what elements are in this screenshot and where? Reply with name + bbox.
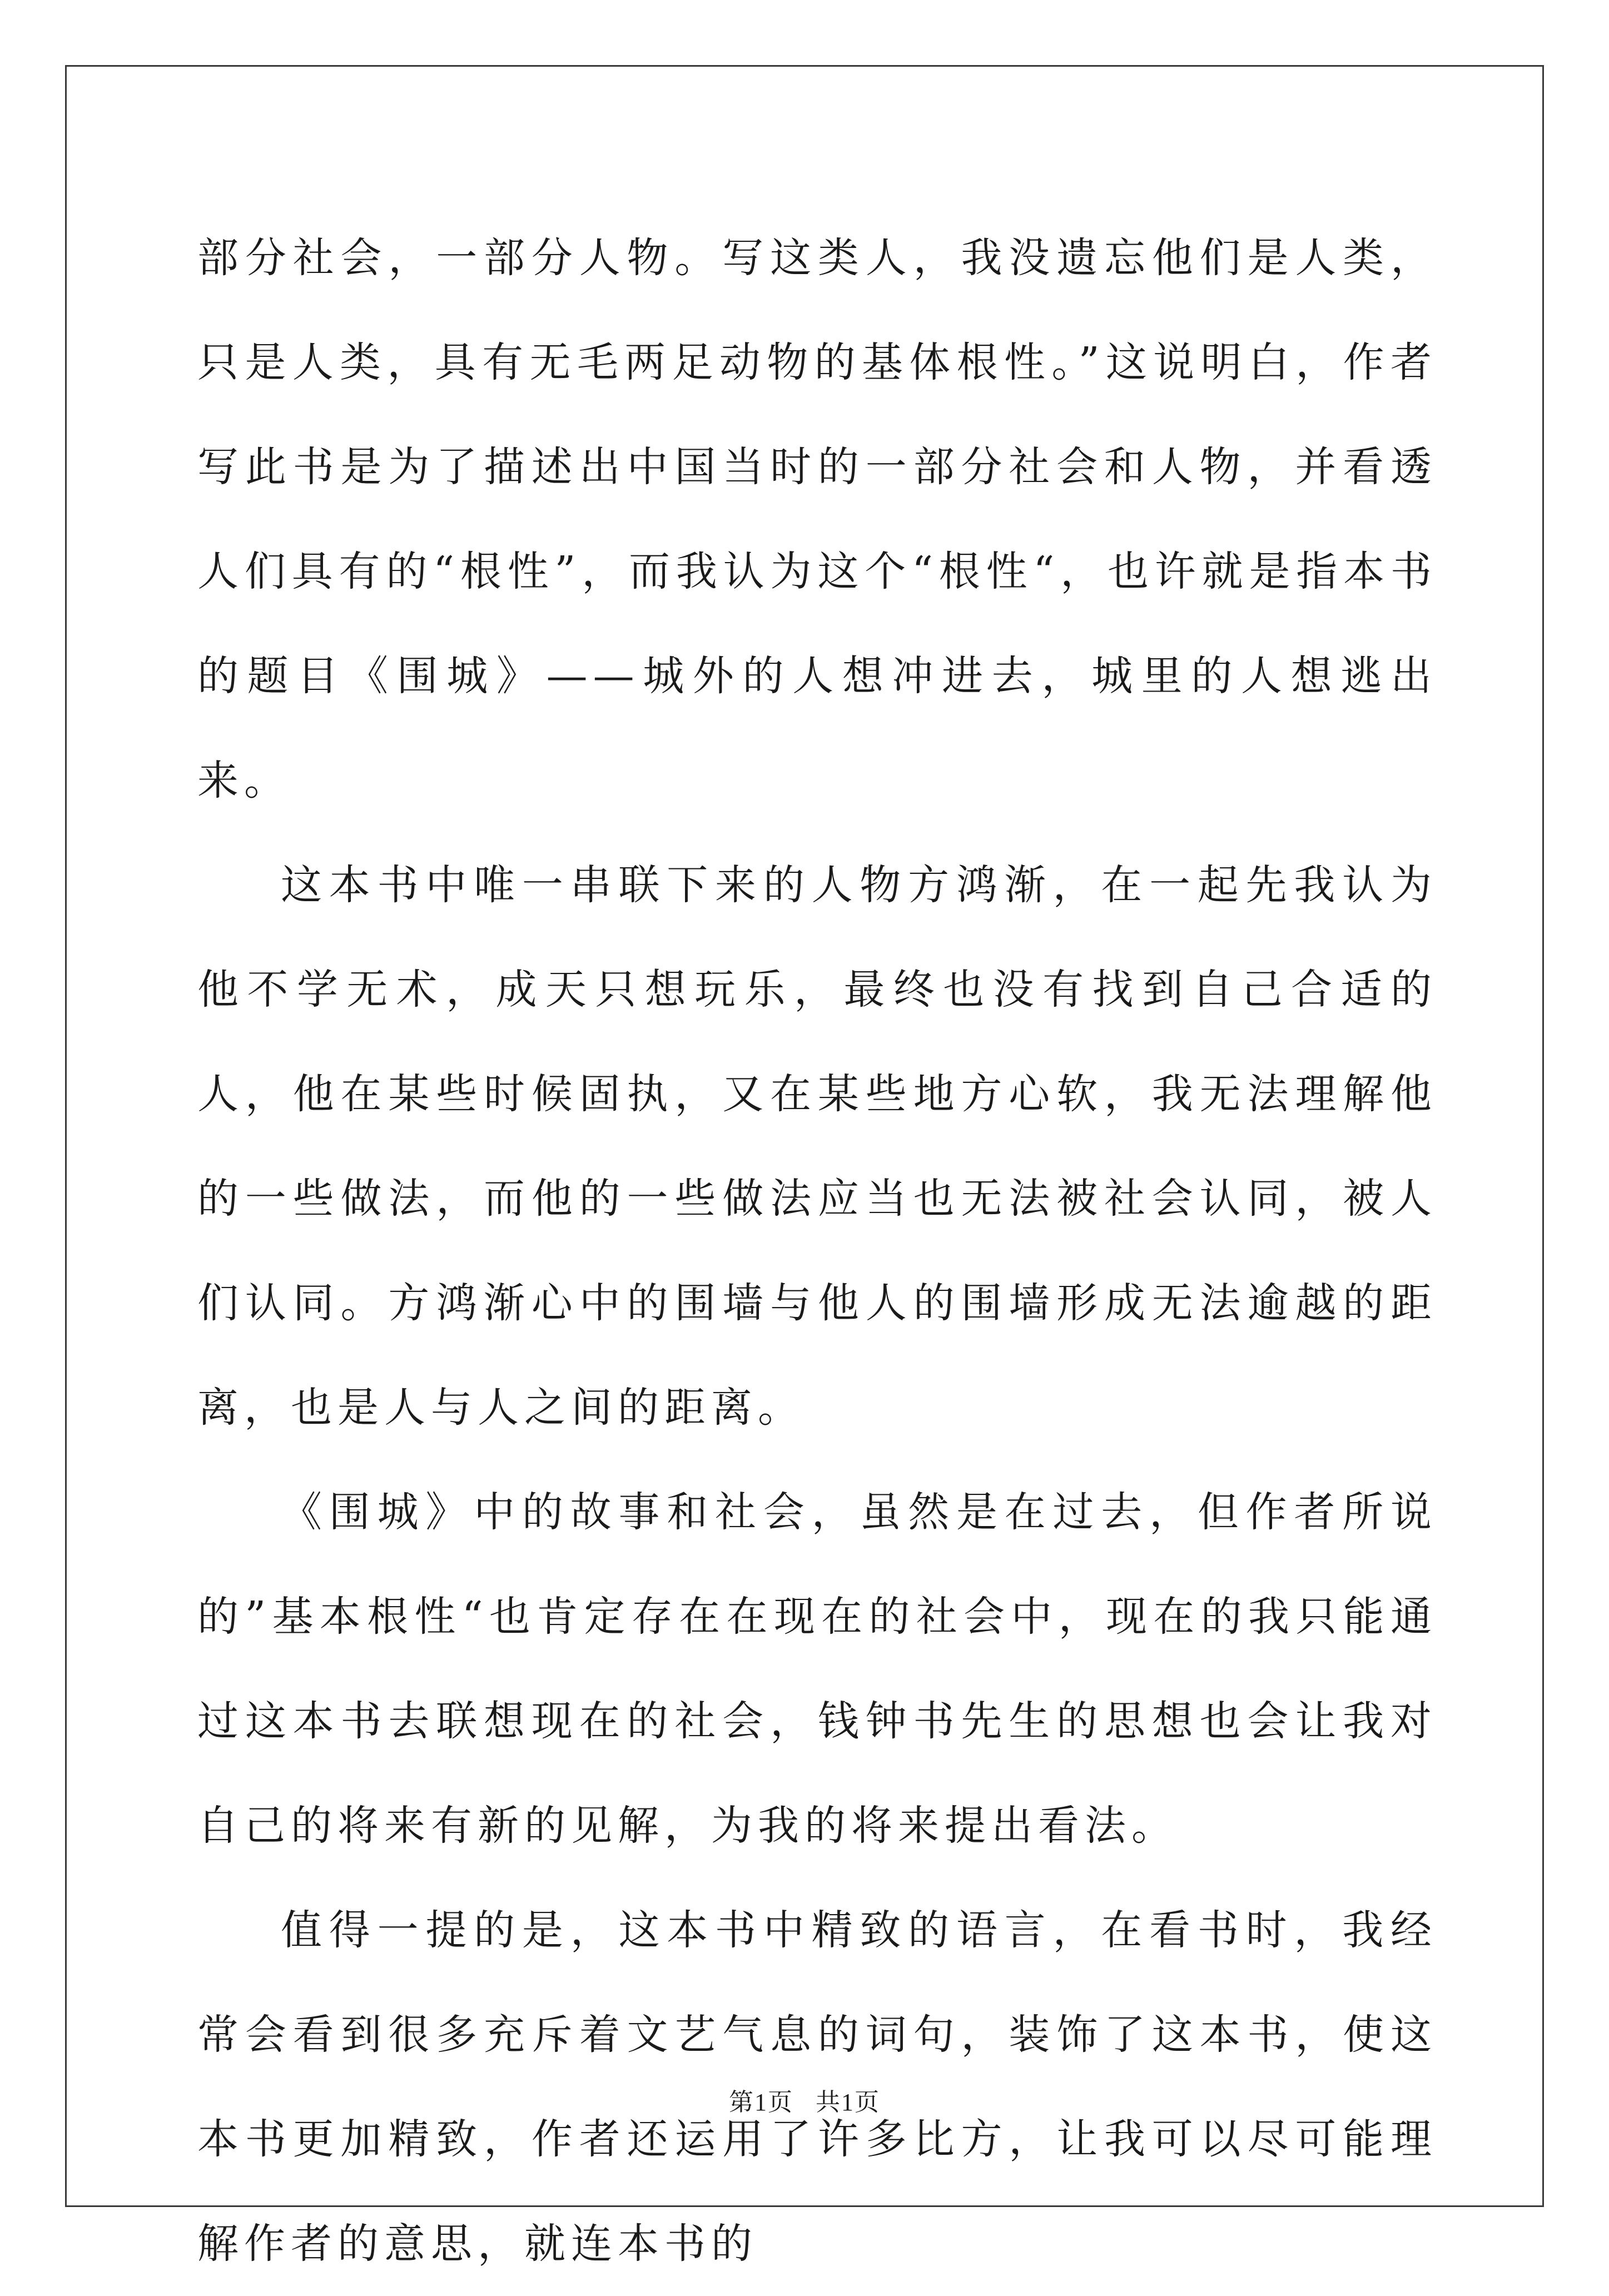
document-body (197, 206, 1437, 2296)
paragraph-1: 部分社会，一部分人物。写这类人，我没遗忘他们是人类，只是人类，具有无毛两足动物的基体根性。”这说明白，作者写此书是为了描述出中国当时的一部分社会和人物，并看透人们具有的“根性”，而我认为这个“根性“，也许就是指本书的题目《围城》——城外的人想冲进去，城里的人想逃出来。 (197, 234, 1437, 804)
paragraph-2: 这本书中唯一串联下来的人物方鸿渐，在一起先我认为他不学无术，成天只想玩乐，最终也没有找到自己合适的人，他在某些时候固执，又在某些地方心软，我无法理解他的一些做法，而他的一些做法应当也无法被社会认同，被人们认同。方鸿渐心中的围墙与他人的围墙形成无法逾越的距离，也是人与人之间的距离。 (197, 861, 1437, 1432)
page-total: 共1页 (816, 2089, 880, 2116)
page-footer (0, 2082, 1609, 2118)
page-number: 第1页 (729, 2089, 793, 2116)
paragraph-4: 值得一提的是，这本书中精致的语言，在看书时，我经常会看到很多充斥着文艺气息的词句，装饰了这本书，使这本书更加精致，作者还运用了许多比方，让我可以尽可能理解作者的意思，就连本书的 (197, 1906, 1437, 2268)
paragraph-3: 《围城》中的故事和社会，虽然是在过去，但作者所说的”基本根性“也肯定存在在现在的社会中，现在的我只能通过这本书去联想现在的社会，钱钟书先生的思想也会让我对自己的将来有新的见解，为我的将来提出看法。 (197, 1488, 1437, 1850)
